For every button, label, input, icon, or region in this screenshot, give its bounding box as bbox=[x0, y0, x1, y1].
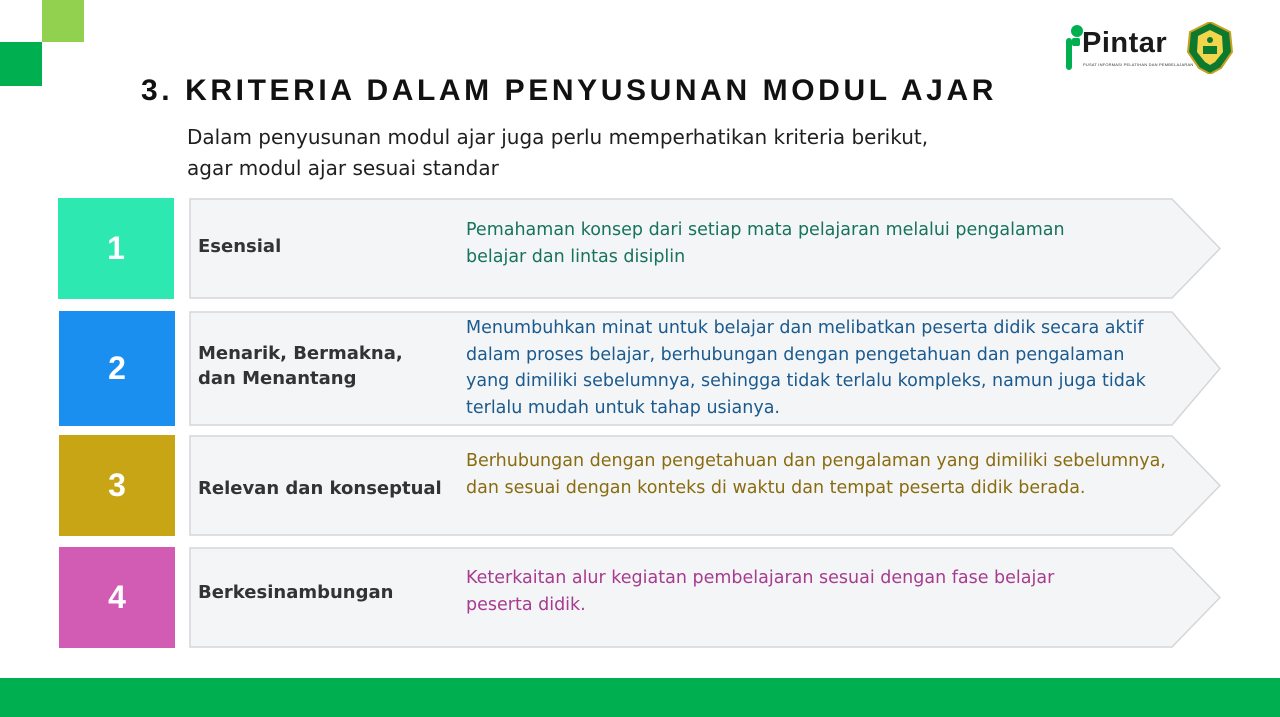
criterion-number: 2 bbox=[108, 350, 126, 386]
criterion-number-box bbox=[59, 435, 175, 536]
criterion-description: Keterkaitan alur kegiatan pembelajaran sesuai dengan fase belajar peserta didik. bbox=[466, 568, 1055, 615]
criterion-number-box bbox=[59, 547, 175, 648]
logo-subtitle: PUSAT INFORMASI PELATIHAN DAN PEMBELAJARAN bbox=[1083, 62, 1194, 67]
decor-square-dark bbox=[0, 42, 42, 86]
footer-bar bbox=[0, 678, 1280, 717]
criterion-description: Berhubungan dengan pengetahuan dan pengalaman yang dimiliki sebelumnya, dan sesuai dengan konteks di waktu dan tempat peserta didik berada. bbox=[466, 451, 1166, 498]
criterion-number-box bbox=[58, 198, 174, 299]
intro-text bbox=[187, 122, 987, 184]
logo-text: Pintar bbox=[1082, 27, 1168, 59]
criterion-number-box bbox=[59, 311, 175, 426]
intro-line-2: agar modul ajar sesuai standar bbox=[187, 156, 499, 180]
criterion-label: Menarik, Bermakna, dan Menantang bbox=[198, 343, 403, 389]
criterion-label: Esensial bbox=[198, 236, 282, 257]
criterion-number: 3 bbox=[108, 467, 126, 503]
criterion-description: Pemahaman konsep dari setiap mata pelajaran melalui pengalaman belajar dan lintas disiplin bbox=[466, 220, 1065, 267]
decor-square-light bbox=[42, 0, 84, 42]
criterion-number: 1 bbox=[107, 230, 125, 266]
intro-line-1: Dalam penyusunan modul ajar juga perlu memperhatikan kriteria berikut, bbox=[187, 125, 929, 149]
criterion-description: Menumbuhkan minat untuk belajar dan melibatkan peserta didik secara aktif dalam proses belajar, berhubungan dengan pengetahuan dan pengalaman yang dimiliki sebelumnya, sehingga tidak terlalu kompleks, namun juga tidak terlalu mudah untuk tahap usianya. bbox=[466, 318, 1146, 418]
criterion-label: Berkesinambungan bbox=[198, 582, 394, 603]
criterion-label: Relevan dan konseptual bbox=[198, 478, 442, 499]
criterion-number: 4 bbox=[108, 579, 126, 615]
page-title: 3. KRITERIA DALAM PENYUSUNAN MODUL AJAR bbox=[141, 74, 997, 107]
